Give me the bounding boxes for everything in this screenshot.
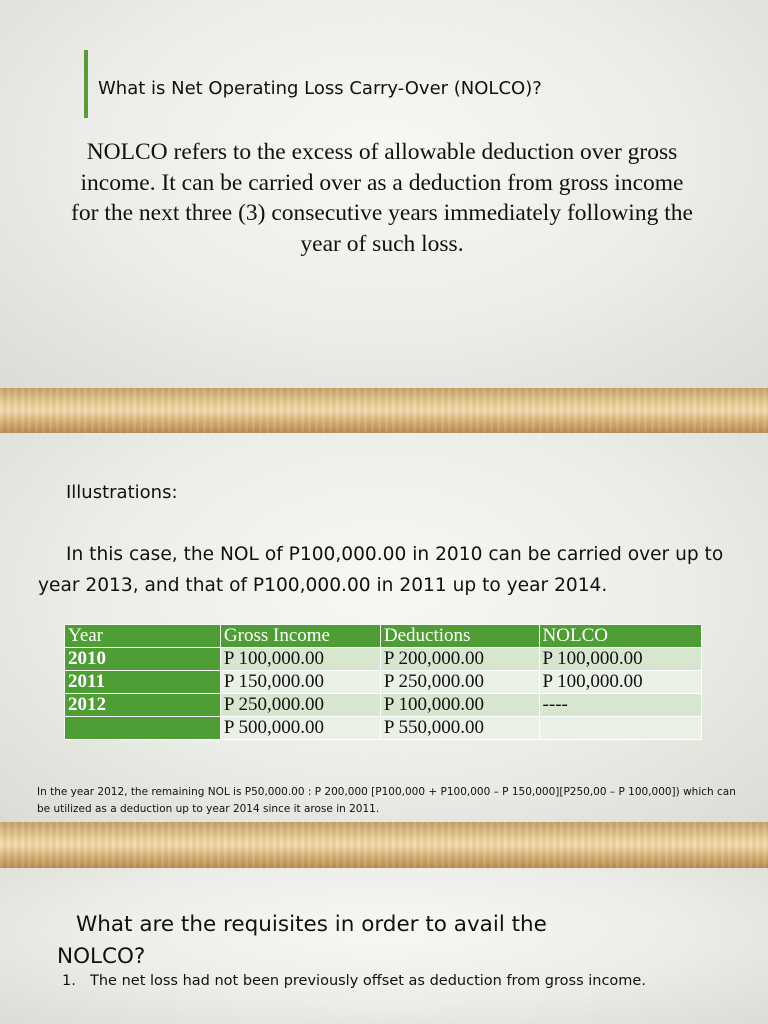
cell-year: 2012 xyxy=(65,694,221,717)
table-header-row xyxy=(65,625,702,648)
slide-3-heading: What are the requisites in order to avail the NOLCO? xyxy=(57,912,547,969)
requisites-list xyxy=(62,968,662,994)
slide-1-title: What is Net Operating Loss Carry-Over (NOLCO)? xyxy=(98,78,542,99)
slide-2-heading: Illustrations: xyxy=(66,482,178,503)
wood-divider-2 xyxy=(0,822,768,868)
cell-year: 2011 xyxy=(65,671,221,694)
header-year: Year xyxy=(65,625,221,648)
cell-nolco: P 100,000.00 xyxy=(539,671,701,694)
cell-nolco: P 100,000.00 xyxy=(539,648,701,671)
header-deductions: Deductions xyxy=(380,625,539,648)
table-row xyxy=(65,694,702,717)
nolco-table xyxy=(64,624,702,740)
table-row-total xyxy=(65,717,702,740)
slide-2-note: In the year 2012, the remaining NOL is P50,000.00 : P 200,000 [P100,000 + P100,000 – P 150,000][P250,00 – P 100,000]) which can be utilized as a deduction up to year 2014 since it arose in 2011. xyxy=(37,786,736,815)
cell-gross-income: P 250,000.00 xyxy=(220,694,380,717)
list-item-text: The net loss had not been previously offset as deduction from gross income. xyxy=(90,973,646,989)
header-gross-income: Gross Income xyxy=(220,625,380,648)
table-row xyxy=(65,671,702,694)
cell-gross-income: P 150,000.00 xyxy=(220,671,380,694)
cell-deductions: P 250,000.00 xyxy=(380,671,539,694)
slide-1-body: NOLCO refers to the excess of allowable deduction over gross income. It can be carried over as a deduction from gross income for the next three (3) consecutive years immediately following the year of such loss. xyxy=(71,139,693,257)
slide-2 xyxy=(0,433,768,822)
cell-deductions-total: P 550,000.00 xyxy=(380,717,539,740)
slide-2-intro: In this case, the NOL of P100,000.00 in 2010 can be carried over up to year 2013, and that of P100,000.00 in 2011 up to year 2014. xyxy=(38,544,724,596)
cell-year: 2010 xyxy=(65,648,221,671)
slide-3 xyxy=(0,868,768,1024)
cell-deductions: P 100,000.00 xyxy=(380,694,539,717)
cell-nolco xyxy=(539,717,701,740)
cell-gross-income: P 100,000.00 xyxy=(220,648,380,671)
cell-gross-income-total: P 500,000.00 xyxy=(220,717,380,740)
title-accent-bar xyxy=(84,50,88,118)
wood-divider-1 xyxy=(0,388,768,433)
cell-year xyxy=(65,717,221,740)
list-item-number: 1. xyxy=(62,973,76,989)
table-row xyxy=(65,648,702,671)
header-nolco: NOLCO xyxy=(539,625,701,648)
cell-deductions: P 200,000.00 xyxy=(380,648,539,671)
cell-nolco: ---- xyxy=(539,694,701,717)
list-item xyxy=(62,968,662,994)
slide-1 xyxy=(0,0,768,388)
